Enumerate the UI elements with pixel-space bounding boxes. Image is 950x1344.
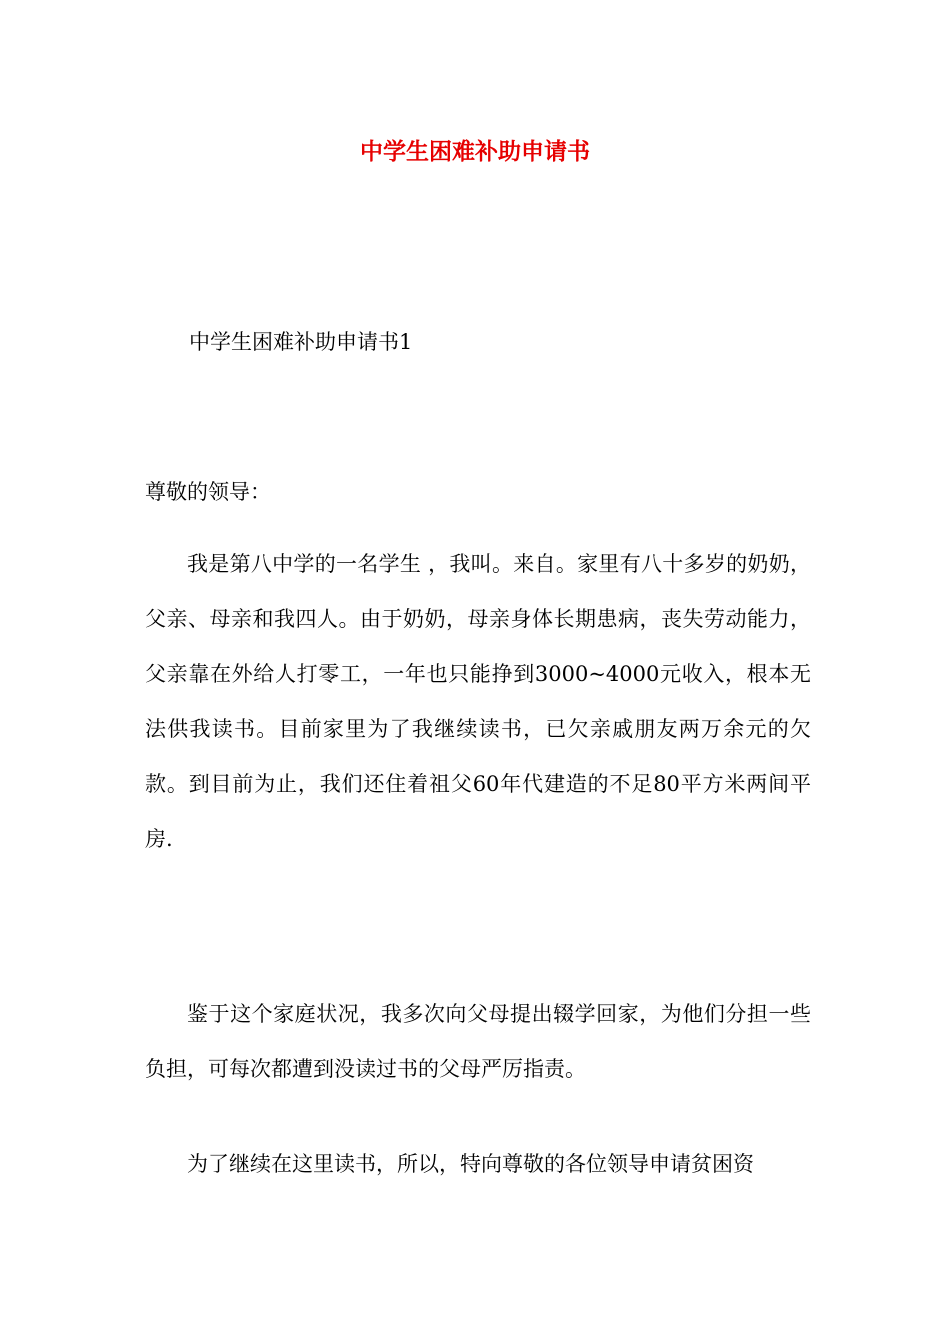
- document-title: 中学生困难补助申请书: [360, 139, 590, 165]
- body-paragraph-2: 鉴于这个家庭状况，我多次向父母提出辍学回家，为他们分担一些负担，可每次都遭到没读过书的父母严厉指责。: [145, 1002, 811, 1081]
- body-paragraph-3: 为了继续在这里读书，所以，特向尊敬的各位领导申请贫困资: [187, 1152, 754, 1176]
- body-paragraph-1: 我是第八中学的一名学生 ，我叫。来自。家里有八十多岁的奶奶，父亲、母亲和我四人。由于奶奶，母亲身体长期患病，丧失劳动能力，父亲靠在外给人打零工，一年也只能挣到3000~4000元收入，根本无法供我读书。目前家里为了我继续读书，已欠亲戚朋友两万余元的欠款。到目前为止，我们还住着祖父60年代建造的不足80平方米两间平房.: [145, 552, 811, 851]
- section-heading: 中学生困难补助申请书1: [189, 330, 413, 354]
- salutation: 尊敬的领导：: [145, 480, 271, 504]
